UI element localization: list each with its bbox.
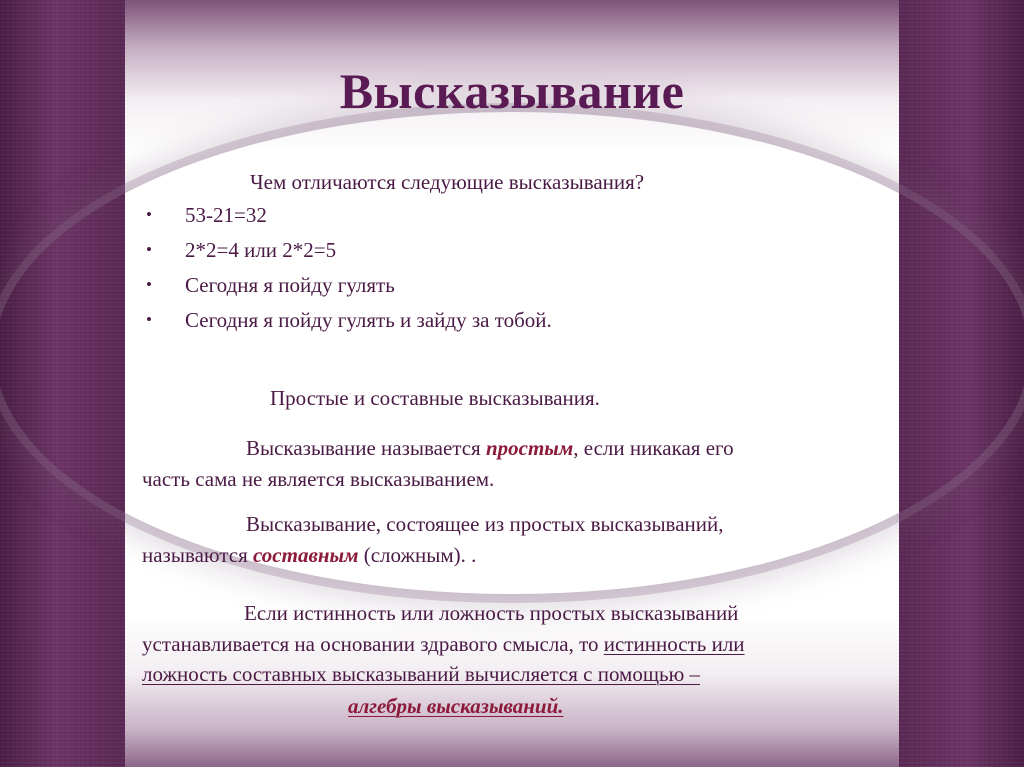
simple-definition-start: Высказывание называется [246,436,486,460]
bullet-icon: • [146,240,152,259]
simple-definition-end: , если никакая его [573,436,734,460]
section-subheading: Простые и составные высказывания. [270,386,600,410]
slide-title: Высказывание [339,63,685,119]
compound-term: составным [253,543,359,567]
compound-definition-end: (сложным). . [358,543,477,567]
conclusion-line2 [142,630,745,658]
simple-definition-line2: часть сама не является высказыванием. [142,467,495,491]
propositional-algebra-term: алгебры высказываний. [348,694,564,718]
list-item-text: Сегодня я пойду гулять [185,273,395,297]
bullet-icon: • [146,310,152,329]
list-item-text: Сегодня я пойду гулять и зайду за тобой. [185,308,552,332]
conclusion-line3: ложность составных высказываний вычисляется с помощью – [142,662,701,686]
list-item [142,306,552,341]
list-item [142,236,552,271]
conclusion-line2-plain: устанавливается на основании здравого смысла, то [142,632,604,656]
compound-definition-start: называются [142,543,253,567]
bullet-icon: • [146,275,152,294]
simple-definition-line1 [246,434,734,462]
bullet-icon: • [146,205,152,224]
examples-list [142,201,552,341]
question-text: Чем отличаются следующие высказывания? [250,170,645,194]
list-item-text: 2*2=4 или 2*2=5 [185,238,337,262]
conclusion-line1: Если истинность или ложность простых высказываний [244,601,739,625]
compound-definition-line2 [142,541,476,569]
list-item [142,201,552,236]
compound-definition-line1: Высказывание, состоящее из простых высказываний, [246,512,724,536]
conclusion-line2-underlined: истинность или [603,632,745,656]
list-item-text: 53-21=32 [185,203,267,227]
list-item [142,271,552,306]
simple-term: простым [485,436,574,460]
